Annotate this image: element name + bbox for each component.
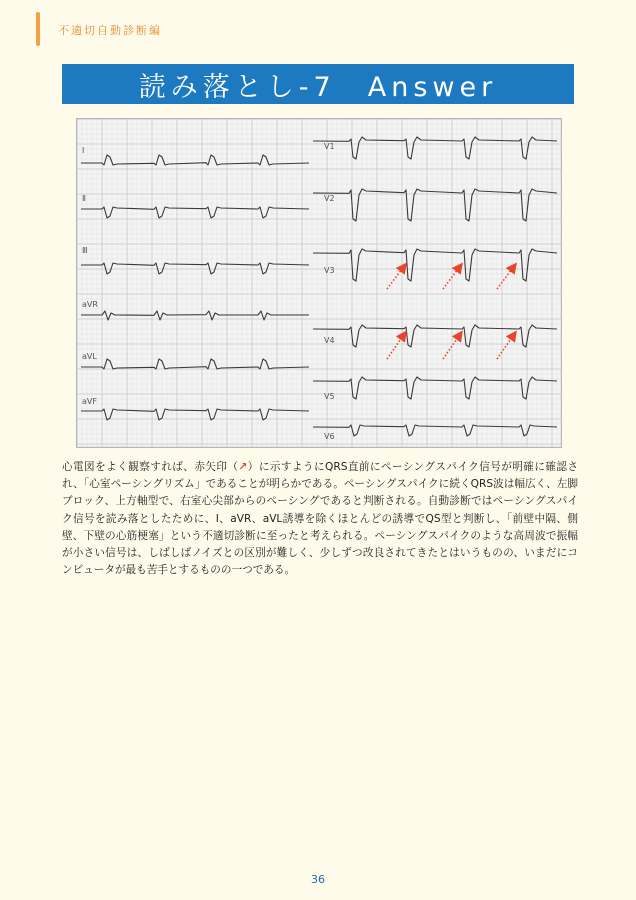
red-arrow-icon: ↗	[238, 461, 248, 473]
ecg-grid-minor	[77, 119, 561, 447]
lead-label-v6: V6	[324, 432, 335, 441]
ecg-trace-left-2	[81, 207, 309, 218]
section-label: 不適切自動診断編	[58, 24, 162, 37]
ecg-trace-left-1	[81, 155, 309, 165]
ecg-trace-right-5	[313, 377, 557, 399]
pacing-spike-arrow-icon-6	[497, 333, 515, 359]
page-number: 36	[311, 873, 325, 886]
header-accent-bar	[36, 12, 40, 46]
page-title: 読み落とし-7 Answer	[62, 64, 574, 104]
caption-text	[62, 459, 578, 579]
lead-label-ⅱ: Ⅱ	[82, 194, 86, 203]
lead-label-ⅰ: Ⅰ	[82, 146, 85, 155]
lead-label-v5: V5	[324, 392, 335, 401]
lead-label-ⅲ: Ⅲ	[82, 246, 88, 255]
ecg-trace-graphic	[77, 119, 561, 447]
caption-part-2: ）に示すようにQRS直前にペーシングスパイク信号が明確に確認され、「心室ペーシングリズム」であることが明らかである。ペーシングスパイクに続くQRS波は幅広く、左脚ブロック、上方軸型で、右室心尖部からのペーシングであると判断される。自動診断ではペーシングスパイク信号を読み落としたために、Ⅰ、aVR、aVL誘導を除くほとんどの誘導でQS型と判断し、「前壁中隔、側壁、下壁の心筋梗塞」という不適切診断に至ったと考えられる。ペーシングスパイクのような高周波で振幅が小さい信号は、しばしばノイズとの区別が難しく、少しずつ改良されてきたとはいうものの、いまだにコンピュータが最も苦手とするものの一つである。	[62, 461, 579, 577]
ecg-trace-left-3	[81, 263, 309, 274]
caption-part-1: 心電図をよく観察すれば、赤矢印（	[62, 461, 239, 473]
lead-label-v1: V1	[324, 142, 335, 151]
lead-label-v3: V3	[324, 266, 335, 275]
lead-label-avf: aVF	[82, 397, 97, 406]
ecg-trace-right-6	[313, 425, 557, 436]
ecg-figure	[76, 118, 562, 448]
ecg-trace-right-1	[313, 137, 557, 159]
lead-label-avr: aVR	[82, 300, 98, 309]
lead-label-avl: aVL	[82, 352, 97, 361]
ecg-grid-major	[77, 119, 561, 447]
lead-label-v4: V4	[324, 336, 335, 345]
ecg-trace-left-6	[81, 409, 309, 420]
lead-label-v2: V2	[324, 194, 335, 203]
